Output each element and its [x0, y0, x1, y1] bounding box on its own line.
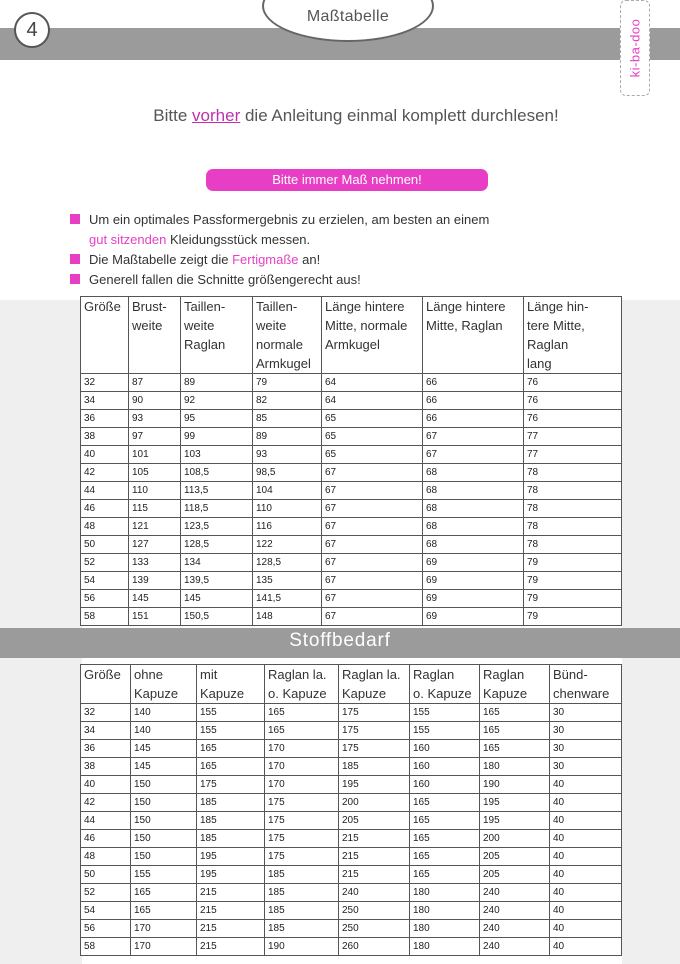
table-cell: 145 — [129, 590, 181, 608]
table-cell: 89 — [181, 374, 253, 392]
table-cell: 165 — [410, 866, 480, 884]
table-cell: 97 — [129, 428, 181, 446]
table-cell: 170 — [131, 920, 197, 938]
table-cell: 205 — [480, 848, 550, 866]
table-row — [81, 830, 622, 848]
table-cell: 250 — [339, 902, 410, 920]
bullet-list — [70, 210, 489, 290]
table-cell: 195 — [197, 848, 265, 866]
table-cell: 215 — [197, 884, 265, 902]
table-cell: 78 — [524, 518, 622, 536]
column-header: Brust- weite — [129, 297, 181, 374]
table-row — [81, 758, 622, 776]
table-cell: 40 — [550, 902, 622, 920]
table-cell: 44 — [81, 482, 129, 500]
brand-text: ki-ba-doo — [627, 18, 643, 78]
table-cell: 180 — [480, 758, 550, 776]
intro-highlight: vorher — [192, 106, 241, 125]
bullet-item — [70, 210, 489, 230]
table-cell: 67 — [423, 428, 524, 446]
table-cell: 141,5 — [253, 590, 322, 608]
table-cell: 32 — [81, 374, 129, 392]
table-cell: 170 — [265, 776, 339, 794]
table-row — [81, 776, 622, 794]
table-cell: 165 — [410, 812, 480, 830]
table-cell: 165 — [480, 740, 550, 758]
table-row — [81, 518, 622, 536]
table-cell: 50 — [81, 866, 131, 884]
column-header: Raglan Kapuze — [480, 665, 550, 704]
table-cell: 175 — [265, 812, 339, 830]
table-cell: 48 — [81, 518, 129, 536]
page-title: Maßtabelle — [306, 8, 390, 25]
table-cell: 79 — [524, 608, 622, 626]
table-cell: 68 — [423, 500, 524, 518]
table-cell: 155 — [197, 722, 265, 740]
table-cell: 118,5 — [181, 500, 253, 518]
table-cell: 40 — [550, 920, 622, 938]
table-cell: 148 — [253, 608, 322, 626]
table-row — [81, 920, 622, 938]
table-cell: 165 — [410, 794, 480, 812]
column-header: mit Kapuze — [197, 665, 265, 704]
table-cell: 240 — [480, 902, 550, 920]
column-header: Größe — [81, 297, 129, 374]
table-cell: 40 — [81, 446, 129, 464]
table-cell: 67 — [322, 554, 423, 572]
table-cell: 155 — [410, 704, 480, 722]
table-cell: 165 — [265, 704, 339, 722]
table-cell: 56 — [81, 920, 131, 938]
table-row — [81, 572, 622, 590]
table-cell: 44 — [81, 812, 131, 830]
table-row — [81, 536, 622, 554]
table-cell: 50 — [81, 536, 129, 554]
table-cell: 38 — [81, 428, 129, 446]
table-cell: 66 — [423, 392, 524, 410]
table-cell: 150,5 — [181, 608, 253, 626]
table-cell: 240 — [480, 884, 550, 902]
table-cell: 250 — [339, 920, 410, 938]
table-cell: 32 — [81, 704, 131, 722]
bullet-square-icon — [70, 274, 80, 284]
table-cell: 40 — [550, 812, 622, 830]
table-cell: 215 — [339, 830, 410, 848]
table-cell: 215 — [339, 848, 410, 866]
table-cell: 40 — [550, 866, 622, 884]
table-cell: 185 — [197, 812, 265, 830]
table-cell: 185 — [265, 884, 339, 902]
table-row — [81, 794, 622, 812]
table-cell: 65 — [322, 410, 423, 428]
bullet-item — [70, 270, 489, 290]
table-cell: 190 — [265, 938, 339, 956]
table-cell: 67 — [322, 572, 423, 590]
table-row — [81, 848, 622, 866]
bullet-continuation — [70, 230, 489, 250]
table-row — [81, 500, 622, 518]
table-cell: 110 — [129, 482, 181, 500]
table-cell: 79 — [524, 554, 622, 572]
table-cell: 127 — [129, 536, 181, 554]
table-cell: 145 — [181, 590, 253, 608]
table-cell: 98,5 — [253, 464, 322, 482]
table-cell: 185 — [197, 794, 265, 812]
table-cell: 180 — [410, 902, 480, 920]
table-cell: 78 — [524, 536, 622, 554]
table-cell: 170 — [265, 740, 339, 758]
table-cell: 56 — [81, 590, 129, 608]
intro-after: die Anleitung einmal komplett durchlesen! — [240, 106, 559, 125]
table-cell: 113,5 — [181, 482, 253, 500]
table-cell: 180 — [410, 884, 480, 902]
table-row — [81, 464, 622, 482]
table-cell: 175 — [197, 776, 265, 794]
table-cell: 260 — [339, 938, 410, 956]
column-header: Taillen- weite Raglan — [181, 297, 253, 374]
table-cell: 30 — [550, 758, 622, 776]
table-row — [81, 374, 622, 392]
table-cell: 58 — [81, 608, 129, 626]
table-cell: 52 — [81, 554, 129, 572]
table-cell: 128,5 — [181, 536, 253, 554]
table-cell: 76 — [524, 410, 622, 428]
table-cell: 67 — [322, 464, 423, 482]
column-header: Raglan la. Kapuze — [339, 665, 410, 704]
table-cell: 185 — [265, 920, 339, 938]
table-row — [81, 740, 622, 758]
table-cell: 150 — [131, 812, 197, 830]
table-cell: 185 — [265, 902, 339, 920]
table-cell: 122 — [253, 536, 322, 554]
bullet-text: Generell fallen die Schnitte größengerecht aus! — [89, 272, 361, 287]
table-cell: 40 — [550, 884, 622, 902]
table-cell: 151 — [129, 608, 181, 626]
bullet-text: Die Maßtabelle zeigt die — [89, 252, 233, 267]
table-cell: 240 — [480, 920, 550, 938]
table-cell: 103 — [181, 446, 253, 464]
table-cell: 123,5 — [181, 518, 253, 536]
table-cell: 165 — [131, 902, 197, 920]
table-row — [81, 410, 622, 428]
table-row — [81, 884, 622, 902]
table-cell: 165 — [480, 704, 550, 722]
table-cell: 42 — [81, 464, 129, 482]
table-cell: 185 — [197, 830, 265, 848]
table-cell: 175 — [339, 704, 410, 722]
table-cell: 78 — [524, 500, 622, 518]
table-cell: 215 — [197, 938, 265, 956]
table-cell: 40 — [550, 938, 622, 956]
table-cell: 36 — [81, 410, 129, 428]
bullet-text: an! — [298, 252, 321, 267]
column-header: Länge hintere Mitte, normale Armkugel — [322, 297, 423, 374]
table-cell: 95 — [181, 410, 253, 428]
table-cell: 139,5 — [181, 572, 253, 590]
table-row — [81, 590, 622, 608]
table-cell: 52 — [81, 884, 131, 902]
column-header: ohne Kapuze — [131, 665, 197, 704]
table-cell: 30 — [550, 704, 622, 722]
table-row — [81, 608, 622, 626]
table-cell: 42 — [81, 794, 131, 812]
table-cell: 195 — [480, 812, 550, 830]
table-cell: 135 — [253, 572, 322, 590]
table-cell: 93 — [129, 410, 181, 428]
table-cell: 128,5 — [253, 554, 322, 572]
table-cell: 205 — [339, 812, 410, 830]
table-cell: 160 — [410, 740, 480, 758]
table-cell: 240 — [480, 938, 550, 956]
table-cell: 69 — [423, 590, 524, 608]
table-cell: 108,5 — [181, 464, 253, 482]
table-cell: 195 — [339, 776, 410, 794]
table-cell: 150 — [131, 776, 197, 794]
column-header: Raglan la. o. Kapuze — [265, 665, 339, 704]
table-cell: 79 — [524, 572, 622, 590]
table-cell: 165 — [480, 722, 550, 740]
table-cell: 165 — [265, 722, 339, 740]
table-cell: 160 — [410, 776, 480, 794]
table-cell: 165 — [197, 740, 265, 758]
table-cell: 134 — [181, 554, 253, 572]
table-cell: 67 — [322, 608, 423, 626]
table-cell: 104 — [253, 482, 322, 500]
bullet-highlight: Fertigmaße — [232, 252, 299, 267]
table-cell: 40 — [81, 776, 131, 794]
table-cell: 99 — [181, 428, 253, 446]
notice-badge: Bitte immer Maß nehmen! — [206, 169, 488, 191]
table-cell: 165 — [131, 884, 197, 902]
table-cell: 30 — [550, 722, 622, 740]
table-cell: 79 — [524, 590, 622, 608]
table-cell: 101 — [129, 446, 181, 464]
table-cell: 185 — [265, 866, 339, 884]
table-cell: 67 — [322, 536, 423, 554]
table-cell: 175 — [265, 830, 339, 848]
table-row — [81, 446, 622, 464]
column-header: Raglan o. Kapuze — [410, 665, 480, 704]
table-cell: 195 — [480, 794, 550, 812]
column-header: Größe — [81, 665, 131, 704]
intro-before: Bitte — [153, 106, 193, 125]
table-cell: 46 — [81, 500, 129, 518]
table-cell: 69 — [423, 608, 524, 626]
table-cell: 40 — [550, 848, 622, 866]
table-header-row — [81, 665, 622, 704]
table-cell: 165 — [197, 758, 265, 776]
table-cell: 67 — [322, 500, 423, 518]
intro-text — [0, 106, 680, 126]
table-row — [81, 482, 622, 500]
table-row — [81, 722, 622, 740]
table-cell: 34 — [81, 722, 131, 740]
table-cell: 65 — [322, 446, 423, 464]
table-cell: 150 — [131, 830, 197, 848]
table-cell: 175 — [265, 794, 339, 812]
table-cell: 77 — [524, 446, 622, 464]
table-cell: 175 — [339, 740, 410, 758]
table-cell: 65 — [322, 428, 423, 446]
bullet-highlight: gut sitzenden — [89, 232, 167, 247]
bullet-square-icon — [70, 214, 80, 224]
bullet-square-icon — [70, 254, 80, 264]
table-cell: 180 — [410, 920, 480, 938]
table-cell: 175 — [339, 722, 410, 740]
table-cell: 78 — [524, 464, 622, 482]
table-cell: 180 — [410, 938, 480, 956]
table-cell: 185 — [339, 758, 410, 776]
size-table — [80, 296, 622, 626]
table-row — [81, 704, 622, 722]
table-cell: 36 — [81, 740, 131, 758]
table-cell: 139 — [129, 572, 181, 590]
table-cell: 165 — [410, 848, 480, 866]
table-cell: 69 — [423, 572, 524, 590]
table-cell: 69 — [423, 554, 524, 572]
table-cell: 40 — [550, 776, 622, 794]
table-cell: 110 — [253, 500, 322, 518]
table-cell: 40 — [550, 794, 622, 812]
table-cell: 90 — [129, 392, 181, 410]
table-cell: 82 — [253, 392, 322, 410]
table-cell: 195 — [197, 866, 265, 884]
table-cell: 215 — [339, 866, 410, 884]
table-cell: 68 — [423, 482, 524, 500]
table-cell: 66 — [423, 374, 524, 392]
table-cell: 64 — [322, 392, 423, 410]
table-cell: 78 — [524, 482, 622, 500]
table-cell: 150 — [131, 848, 197, 866]
table-cell: 116 — [253, 518, 322, 536]
column-header: Länge hin- tere Mitte, Raglan lang — [524, 297, 622, 374]
table-cell: 175 — [265, 848, 339, 866]
table-cell: 155 — [131, 866, 197, 884]
table-cell: 30 — [550, 740, 622, 758]
table-cell: 93 — [253, 446, 322, 464]
table-row — [81, 428, 622, 446]
brand-logo — [620, 0, 650, 96]
page-number: 4 — [14, 12, 50, 48]
table-cell: 54 — [81, 572, 129, 590]
bullet-text: Kleidungsstück messen. — [166, 232, 311, 247]
table-cell: 67 — [423, 446, 524, 464]
table-cell: 140 — [131, 704, 197, 722]
table-cell: 64 — [322, 374, 423, 392]
column-header: Taillen- weite normale Armkugel — [253, 297, 322, 374]
table-cell: 190 — [480, 776, 550, 794]
table-cell: 85 — [253, 410, 322, 428]
section-title: Stoffbedarf — [289, 630, 391, 651]
table-cell: 48 — [81, 848, 131, 866]
table-cell: 200 — [339, 794, 410, 812]
table-cell: 155 — [197, 704, 265, 722]
table-cell: 121 — [129, 518, 181, 536]
table-cell: 68 — [423, 464, 524, 482]
table-cell: 66 — [423, 410, 524, 428]
table-row — [81, 866, 622, 884]
table-cell: 160 — [410, 758, 480, 776]
table-row — [81, 554, 622, 572]
table-cell: 215 — [197, 920, 265, 938]
table-cell: 76 — [524, 392, 622, 410]
table-cell: 155 — [410, 722, 480, 740]
table-cell: 38 — [81, 758, 131, 776]
table-cell: 140 — [131, 722, 197, 740]
table-cell: 133 — [129, 554, 181, 572]
bullet-item — [70, 250, 489, 270]
table-cell: 68 — [423, 518, 524, 536]
table-cell: 92 — [181, 392, 253, 410]
table-cell: 150 — [131, 794, 197, 812]
column-header: Bünd- chenware — [550, 665, 622, 704]
bullet-text: Um ein optimales Passformergebnis zu erzielen, am besten an einem — [89, 212, 490, 227]
table-header-row — [81, 297, 622, 374]
table-cell: 79 — [253, 374, 322, 392]
table-cell: 68 — [423, 536, 524, 554]
table-cell: 200 — [480, 830, 550, 848]
table-row — [81, 938, 622, 956]
table-cell: 240 — [339, 884, 410, 902]
table-cell: 165 — [410, 830, 480, 848]
column-header: Länge hintere Mitte, Raglan — [423, 297, 524, 374]
table-cell: 58 — [81, 938, 131, 956]
table-cell: 87 — [129, 374, 181, 392]
table-cell: 105 — [129, 464, 181, 482]
table-row — [81, 902, 622, 920]
fabric-table — [80, 664, 622, 956]
table-cell: 77 — [524, 428, 622, 446]
table-cell: 40 — [550, 830, 622, 848]
table-cell: 170 — [265, 758, 339, 776]
table-cell: 54 — [81, 902, 131, 920]
table-cell: 170 — [131, 938, 197, 956]
table-cell: 215 — [197, 902, 265, 920]
table-cell: 34 — [81, 392, 129, 410]
table-cell: 46 — [81, 830, 131, 848]
table-cell: 67 — [322, 482, 423, 500]
table-cell: 76 — [524, 374, 622, 392]
table-row — [81, 812, 622, 830]
table-cell: 145 — [131, 758, 197, 776]
table-row — [81, 392, 622, 410]
table-cell: 67 — [322, 518, 423, 536]
table-cell: 145 — [131, 740, 197, 758]
table-cell: 89 — [253, 428, 322, 446]
table-cell: 67 — [322, 590, 423, 608]
table-cell: 115 — [129, 500, 181, 518]
table-cell: 205 — [480, 866, 550, 884]
